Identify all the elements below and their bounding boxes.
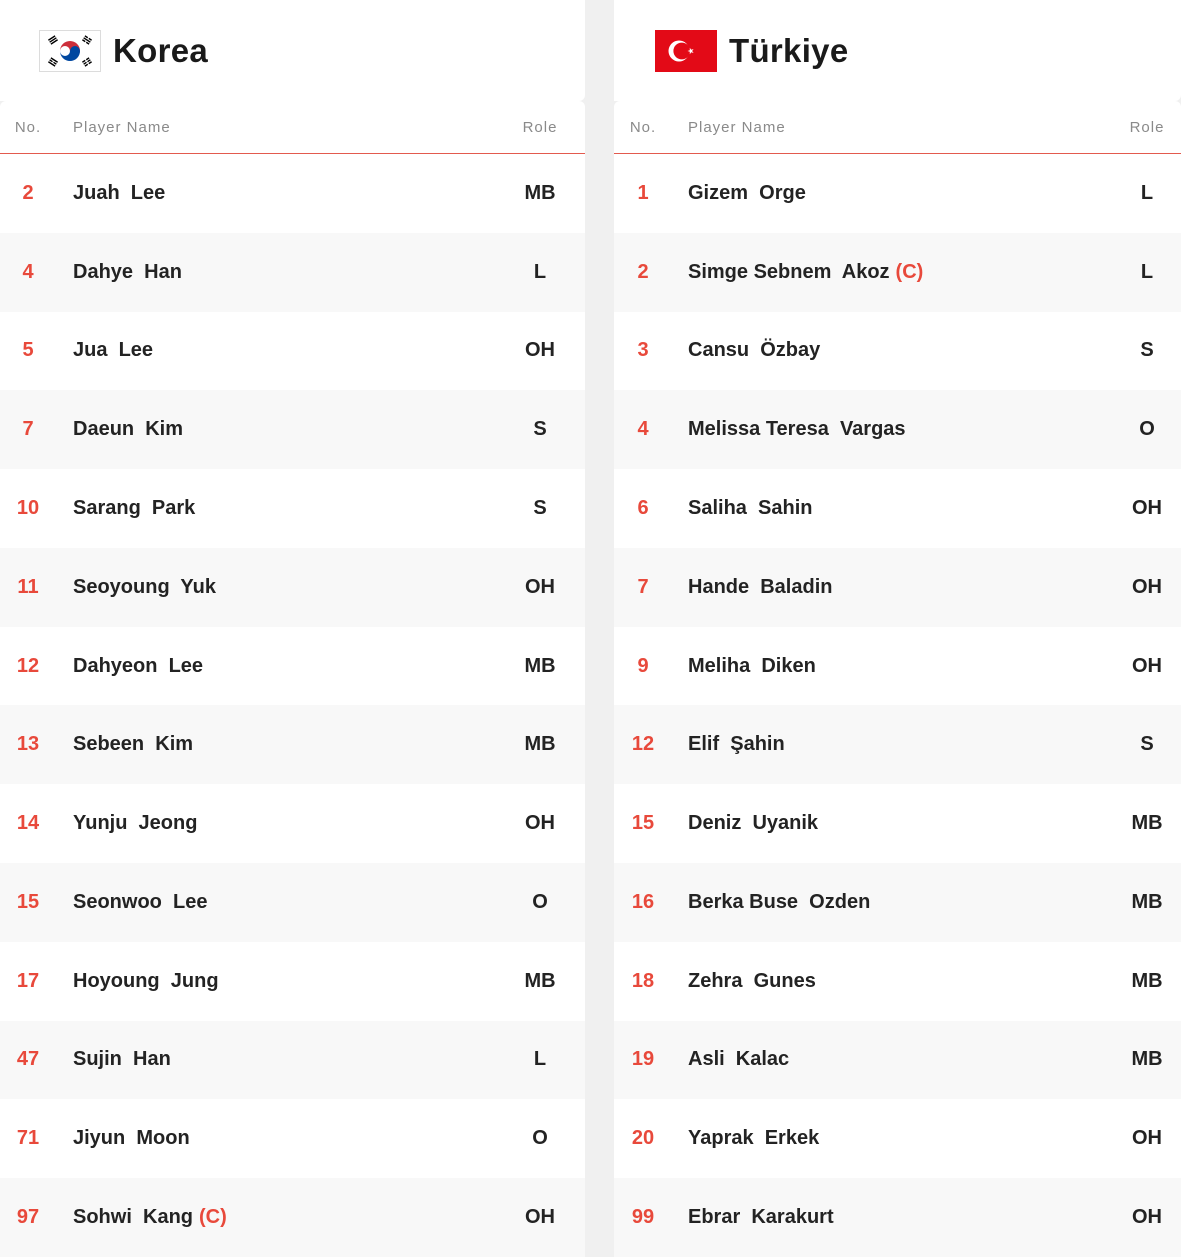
team-panel-turkiye: [614, 0, 1181, 1257]
player-row: [614, 469, 1181, 548]
team-name: Korea: [113, 31, 209, 69]
column-header-player-name: Player Name: [73, 118, 171, 136]
player-name: Melissa Teresa Vargas: [688, 418, 906, 441]
player-name: Elif Şahin: [688, 733, 785, 756]
player-role: OH: [525, 339, 555, 362]
player-name-cell: [672, 970, 1113, 993]
player-role: S: [1140, 339, 1154, 362]
player-name-cell: [672, 891, 1113, 914]
captain-badge: (C): [199, 1206, 227, 1229]
player-role: OH: [1132, 1127, 1162, 1150]
player-number: 5: [22, 339, 34, 362]
player-name-cell: [56, 1206, 495, 1229]
column-header-no: No.: [629, 118, 657, 136]
player-role: MB: [524, 733, 556, 756]
player-role: O: [1139, 418, 1155, 441]
player-number: 10: [16, 497, 40, 520]
korea-flag-icon: [39, 30, 101, 72]
player-name: Zehra Gunes: [688, 969, 816, 992]
table-header: [614, 101, 1181, 154]
player-role: S: [533, 418, 547, 441]
player-name-cell: [56, 182, 495, 205]
column-header-role: Role: [522, 118, 558, 136]
player-number: 20: [631, 1127, 655, 1150]
player-role: L: [1140, 181, 1154, 204]
player-list: [0, 154, 585, 1257]
player-name-cell: [56, 339, 495, 362]
player-role: OH: [1132, 575, 1162, 598]
column-header-role: Role: [1129, 118, 1165, 136]
player-name: Deniz Uyanik: [688, 812, 819, 835]
player-number: 16: [631, 890, 655, 913]
player-role: L: [1140, 260, 1154, 283]
player-name: Ebrar Karakurt: [688, 1206, 834, 1229]
player-number: 15: [16, 890, 40, 913]
player-name: Sarang Park: [73, 497, 196, 520]
player-role: MB: [1131, 1048, 1163, 1071]
player-row: [614, 312, 1181, 391]
player-number: 9: [637, 654, 649, 677]
player-row: [0, 233, 585, 312]
team-header: [614, 0, 1181, 101]
player-row: [0, 312, 585, 391]
table-header: [0, 101, 585, 154]
player-name: Yunju Jeong: [73, 812, 198, 835]
player-name-cell: [672, 733, 1113, 756]
player-number: 7: [22, 418, 34, 441]
player-number: 2: [22, 181, 34, 204]
team-name: Türkiye: [729, 31, 849, 69]
player-number: 13: [16, 733, 40, 756]
player-role: O: [532, 890, 548, 913]
team-panel-korea: [0, 0, 585, 1257]
player-name: Sebeen Kim: [73, 733, 194, 756]
player-name: Juah Lee: [73, 181, 166, 204]
player-row: [0, 1178, 585, 1257]
player-name-cell: [56, 812, 495, 835]
player-row: [0, 469, 585, 548]
player-row: [0, 863, 585, 942]
player-name: Jiyun Moon: [73, 1127, 190, 1150]
player-number: 14: [16, 812, 40, 835]
player-name: Cansu Özbay: [688, 339, 821, 362]
player-row: [614, 154, 1181, 233]
player-number: 7: [637, 575, 649, 598]
player-name-cell: [56, 970, 495, 993]
player-name-cell: [672, 655, 1113, 678]
player-name-cell: [56, 497, 495, 520]
player-row: [0, 390, 585, 469]
player-name-cell: [672, 497, 1113, 520]
player-name-cell: [672, 182, 1113, 205]
player-row: [614, 705, 1181, 784]
player-row: [614, 942, 1181, 1021]
player-role: S: [533, 497, 547, 520]
player-name-cell: [56, 733, 495, 756]
player-name-cell: [672, 1048, 1113, 1071]
player-name: Berka Buse Ozden: [688, 890, 871, 913]
turkey-flag-icon: [655, 30, 717, 72]
player-name: Dahye Han: [73, 260, 182, 283]
player-row: [614, 233, 1181, 312]
player-role: OH: [1132, 497, 1162, 520]
captain-badge: (C): [895, 260, 924, 283]
player-number: 1: [637, 181, 649, 204]
player-number: 99: [631, 1206, 655, 1229]
player-role: MB: [1131, 890, 1163, 913]
player-name: Seoyoung Yuk: [73, 575, 216, 598]
player-role: OH: [525, 575, 555, 598]
player-list: [614, 154, 1181, 1257]
player-number: 11: [17, 575, 39, 598]
player-role: S: [1140, 733, 1154, 756]
player-name: Jua Lee: [73, 339, 154, 362]
player-number: 12: [631, 733, 655, 756]
player-number: 17: [16, 969, 40, 992]
player-number: 4: [637, 418, 649, 441]
player-name: Gizem Orge: [688, 181, 806, 204]
player-name-cell: [672, 576, 1113, 599]
player-row: [0, 1021, 585, 1100]
player-row: [614, 1021, 1181, 1100]
player-name: Hoyoung Jung: [73, 969, 219, 992]
player-row: [0, 1099, 585, 1178]
player-number: 3: [637, 339, 649, 362]
team-header: [0, 0, 585, 101]
player-number: 6: [637, 497, 649, 520]
player-role: MB: [524, 654, 556, 677]
player-number: 2: [637, 260, 649, 283]
player-name: Sujin Han: [73, 1048, 171, 1071]
player-number: 19: [631, 1048, 655, 1071]
player-name-cell: [672, 339, 1113, 362]
column-header-player-name: Player Name: [688, 118, 786, 136]
player-name-cell: [56, 1048, 495, 1071]
player-row: [0, 942, 585, 1021]
player-name-cell: [672, 812, 1113, 835]
player-row: [0, 154, 585, 233]
player-name: Seonwoo Lee: [73, 890, 208, 913]
player-name-cell: [56, 891, 495, 914]
player-number: 15: [631, 812, 655, 835]
player-name: Asli Kalac: [688, 1048, 790, 1071]
player-role: OH: [525, 1206, 555, 1229]
column-header-no: No.: [14, 118, 42, 136]
player-name: Meliha Diken: [688, 654, 816, 677]
player-name-cell: [56, 576, 495, 599]
player-role: MB: [1131, 812, 1163, 835]
player-role: OH: [525, 812, 555, 835]
player-role: MB: [524, 181, 556, 204]
player-role: OH: [1132, 654, 1162, 677]
player-name-cell: [672, 1127, 1113, 1150]
player-name: Sohwi Kang: [73, 1206, 193, 1229]
player-role: MB: [1131, 969, 1163, 992]
player-role: L: [533, 1048, 547, 1071]
player-role: L: [533, 260, 547, 283]
player-name: Yaprak Erkek: [688, 1127, 820, 1150]
player-name: Saliha Sahin: [688, 497, 813, 520]
player-row: [0, 627, 585, 706]
player-name: Dahyeon Lee: [73, 654, 204, 677]
player-name-cell: [56, 418, 495, 441]
player-role: MB: [524, 969, 556, 992]
player-number: 97: [16, 1206, 40, 1229]
player-row: [614, 1178, 1181, 1257]
player-number: 18: [631, 969, 655, 992]
player-name-cell: [672, 261, 1113, 284]
player-name: Daeun Kim: [73, 418, 184, 441]
player-number: 47: [16, 1048, 40, 1071]
player-role: O: [532, 1127, 548, 1150]
player-row: [614, 784, 1181, 863]
player-name-cell: [56, 261, 495, 284]
player-row: [0, 784, 585, 863]
player-row: [614, 627, 1181, 706]
player-number: 71: [16, 1127, 40, 1150]
player-role: OH: [1132, 1206, 1162, 1229]
player-row: [614, 390, 1181, 469]
player-name: Simge Sebnem Akoz: [688, 260, 890, 283]
player-row: [614, 863, 1181, 942]
player-name-cell: [672, 418, 1113, 441]
player-row: [614, 548, 1181, 627]
player-row: [614, 1099, 1181, 1178]
player-number: 4: [22, 260, 34, 283]
player-row: [0, 705, 585, 784]
player-name-cell: [56, 1127, 495, 1150]
player-name-cell: [672, 1206, 1113, 1229]
player-name-cell: [56, 655, 495, 678]
player-number: 12: [16, 654, 40, 677]
player-name: Hande Baladin: [688, 575, 833, 598]
player-row: [0, 548, 585, 627]
